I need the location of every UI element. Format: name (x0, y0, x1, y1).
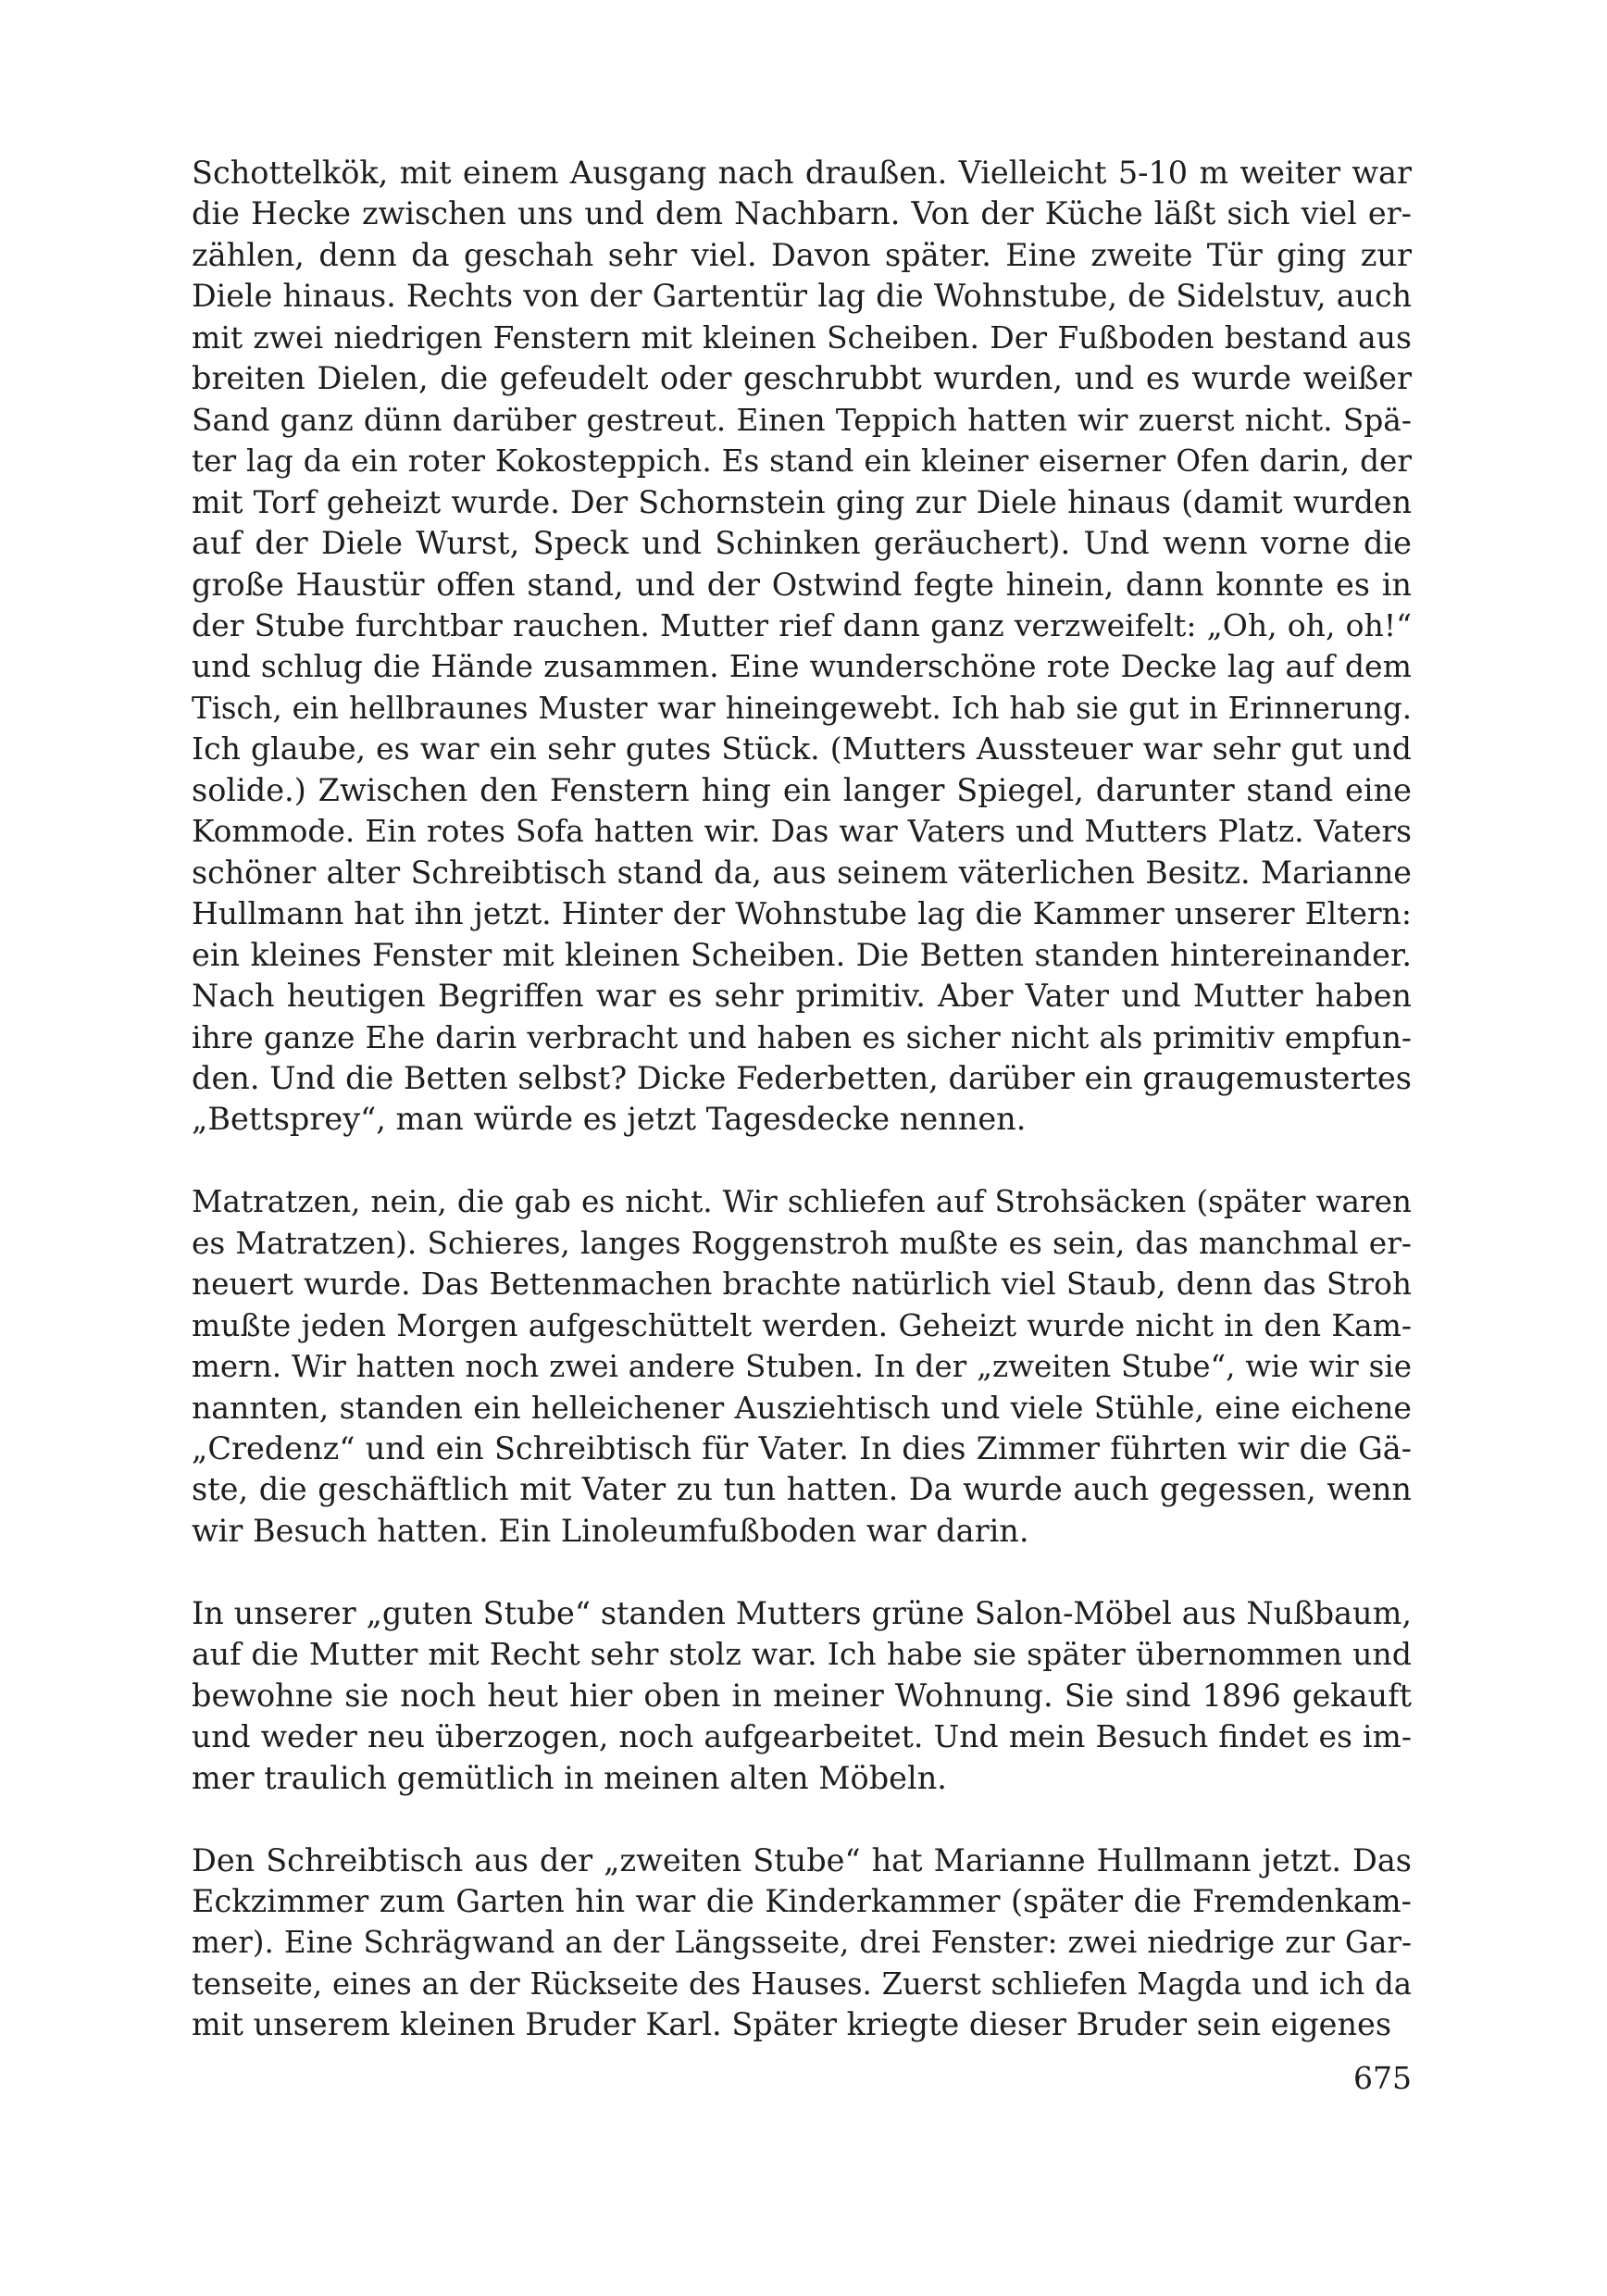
text-line: Matratzen, nein, die gab es nicht. Wir schliefen auf Strohsäcken (später waren (192, 1184, 1412, 1220)
paragraph (192, 1181, 1412, 1552)
paragraph (192, 1841, 1412, 2046)
text-line: ter lag da ein roter Kokosteppich. Es stand ein kleiner eiserner Ofen darin, der (192, 443, 1412, 480)
text-line: und schlug die Hände zusammen. Eine wunderschöne rote Decke lag auf dem (192, 648, 1412, 685)
text-line: den. Und die Betten selbst? Dicke Federbetten, darüber ein graugemustertes (192, 1059, 1412, 1096)
text-line: neuert wurde. Das Bettenmachen brachte natürlich viel Staub, denn das Stroh (192, 1267, 1412, 1303)
text-line: mit unserem kleinen Bruder Karl. Später kriegte dieser Bruder sein eigenes (192, 2006, 1392, 2043)
text-line: mern. Wir hatten noch zwei andere Stuben. In der „zweiten Stube“, wie wir sie (192, 1349, 1412, 1385)
text-line: Nach heutigen Begriffen war es sehr primitiv. Aber Vater und Mutter haben (192, 978, 1412, 1015)
text-line: die Hecke zwischen uns und dem Nachbarn. Von der Küche läßt sich viel er- (192, 195, 1412, 232)
text-line: Schottelkök, mit einem Ausgang nach draußen. Vielleicht 5-10 m weiter war (192, 155, 1412, 191)
text-line: Hullmann hat ihn jetzt. Hinter der Wohnstube lag die Kammer unserer Eltern: (192, 895, 1412, 932)
paragraph (192, 1593, 1412, 1799)
text-line: mer). Eine Schrägwand an der Längsseite, drei Fenster: zwei niedrige zur Gar- (192, 1925, 1412, 1961)
text-line: und weder neu überzogen, noch aufgearbeitet. Und mein Besuch findet es im- (192, 1718, 1412, 1755)
text-line: mußte jeden Morgen aufgeschüttelt werden. Geheizt wurde nicht in den Kam- (192, 1306, 1412, 1343)
text-line: tenseite, eines an der Rückseite des Hauses. Zuerst schliefen Magda und ich da (192, 1965, 1412, 2002)
text-line: Kommode. Ein rotes Sofa hatten wir. Das war Vaters und Mutters Platz. Vaters (192, 814, 1412, 850)
text-line: es Matratzen). Schieres, langes Roggenstroh mußte es sein, das manchmal er- (192, 1225, 1412, 1261)
text-line: mit Torf geheizt wurde. Der Schornstein ging zur Diele hinaus (damit wurden (192, 483, 1412, 520)
text-line: mer traulich gemütlich in meinen alten Möbeln. (192, 1759, 947, 1796)
text-line: Sand ganz dünn darüber gestreut. Einen Teppich hatten wir zuerst nicht. Spä- (192, 401, 1412, 438)
text-line: Den Schreibtisch aus der „zweiten Stube“ hat Marianne Hullmann jetzt. Das (192, 1841, 1412, 1878)
text-line: Diele hinaus. Rechts von der Gartentür lag die Wohnstube, de Sidelstuv, auch (192, 278, 1412, 315)
text-line: der Stube furchtbar rauchen. Mutter rief dann ganz verzweifelt: „Oh, oh, oh!“ (192, 606, 1412, 643)
page-number: 675 (1353, 2060, 1412, 2096)
body-text (192, 153, 1412, 2087)
text-line: zählen, denn da geschah sehr viel. Davon später. Eine zweite Tür ging zur (192, 236, 1412, 273)
text-line: schöner alter Schreibtisch stand da, aus seinem väterlichen Besitz. Marianne (192, 854, 1412, 891)
text-line: mit zwei niedrigen Fenstern mit kleinen Scheiben. Der Fußboden bestand aus (192, 318, 1412, 356)
text-line: auf die Mutter mit Recht sehr stolz war. Ich habe sie später übernommen und (192, 1636, 1412, 1673)
text-line: auf der Diele Wurst, Speck und Schinken geräuchert). Und wenn vorne die (192, 525, 1412, 562)
text-line: ein kleines Fenster mit kleinen Scheiben. Die Betten standen hintereinander. (192, 936, 1412, 973)
text-line: breiten Dielen, die gefeudelt oder geschrubbt wurden, und es wurde weißer (192, 360, 1412, 397)
text-line: Tisch, ein hellbraunes Muster war hineingewebt. Ich hab sie gut in Erinnerung. (192, 690, 1412, 726)
text-line: ihre ganze Ehe darin verbracht und haben es sicher nicht als primitiv empfun- (192, 1018, 1412, 1055)
text-line: wir Besuch hatten. Ein Linoleumfußboden war darin. (192, 1512, 1029, 1549)
text-line: nannten, standen ein helleichener Ausziehtisch und viele Stühle, eine eichene (192, 1389, 1412, 1426)
paragraph (192, 153, 1412, 1141)
text-line: „Credenz“ und ein Schreibtisch für Vater. In dies Zimmer führten wir die Gä- (192, 1430, 1412, 1467)
text-line: „Bettsprey“, man würde es jetzt Tagesdecke nennen. (192, 1101, 1027, 1138)
text-line: Eckzimmer zum Garten hin war die Kinderkammer (später die Fremdenkam- (192, 1882, 1412, 1919)
text-line: solide.) Zwischen den Fenstern hing ein langer Spiegel, darunter stand eine (192, 771, 1412, 808)
text-line: ste, die geschäftlich mit Vater zu tun hatten. Da wurde auch gegessen, wenn (192, 1471, 1412, 1508)
text-line: bewohne sie noch heut hier oben in meiner Wohnung. Sie sind 1896 gekauft (192, 1677, 1412, 1714)
text-line: In unserer „guten Stube“ standen Mutters grüne Salon-Möbel aus Nußbaum, (192, 1594, 1412, 1631)
text-line: Ich glaube, es war ein sehr gutes Stück. (Mutters Aussteuer war sehr gut und (192, 730, 1412, 767)
text-line: große Haustür offen stand, und der Ostwind fegte hinein, dann konnte es in (192, 566, 1412, 603)
